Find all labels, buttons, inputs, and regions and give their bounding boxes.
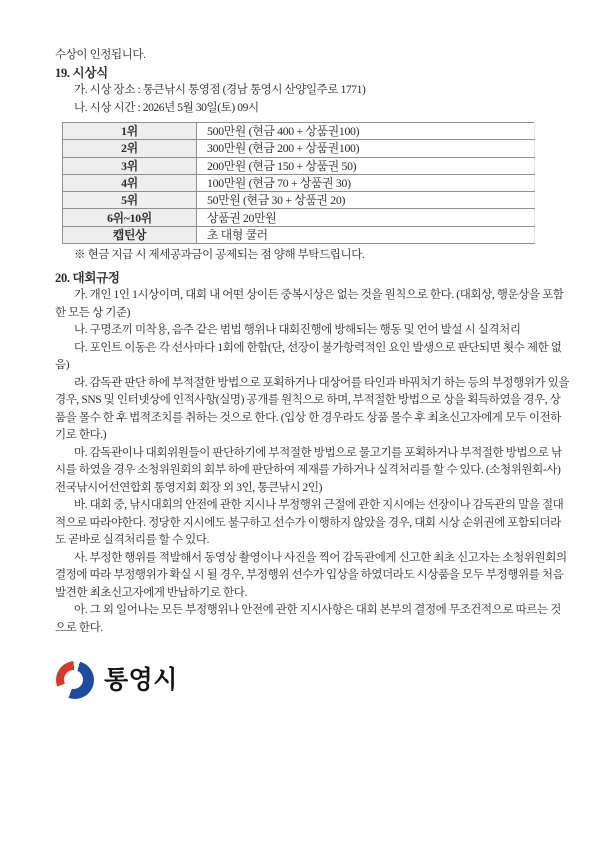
rank-cell: 4위 [63, 174, 197, 191]
rule-paragraph-ah: 아. 그 외 일어나는 모든 부정행위나 안전에 관한 지시사항은 대회 본부의 결정에 무조건적으로 따르는 것으로 한다. [55, 604, 561, 634]
table-row [63, 192, 535, 209]
tax-deduction-note: ※ 현금 지급 시 제세공과금이 공제되는 점 양해 부탁드립니다. [74, 249, 365, 262]
section-20-title: 20. 대회규정 [55, 270, 120, 285]
rule-paragraph-da: 다. 포인트 이동은 각 선사마다 1회에 한함(단, 선장이 불가항력적인 요인 발생으로 판단되면 횟수 제한 없음) [55, 341, 562, 372]
table-row [63, 157, 535, 174]
rank-cell: 3위 [63, 157, 197, 174]
rank-cell: 5위 [63, 192, 197, 209]
prize-cell: 200만원 (현금 150 + 상품권 50) [197, 157, 535, 174]
tongyeong-city-logo-text: 통영시 [104, 665, 178, 694]
prize-cell: 300만원 (현금 200 + 상품권100) [197, 140, 535, 157]
section-19-title: 19. 시상식 [55, 65, 108, 80]
prize-cell: 50만원 (현금 30 + 상품권 20) [197, 192, 535, 209]
rule-paragraph-ga: 가. 개인 1인 1시상이며, 대회 내 어떤 상이든 중복시상은 없는 것을 원칙으로 한다. (대회상, 행운상을 포함한 모든 상 기준) [55, 289, 564, 319]
rule-paragraph-ba: 바. 대회 중, 낚시대회의 안전에 관한 지시나 부정행위 근절에 관한 지시에는 선장이나 감독관의 말을 절대적으로 따라야한다. 정당한 지시에도 불구하고 선수가 이행하지 않았을 경우, 대회 시상 순위권에 포함되더라도 곧바로 실격처리를 할 수 있다. [55, 499, 564, 547]
prize-cell: 100만원 (현금 70 + 상품권 30) [197, 174, 535, 191]
rule-paragraph-sa: 사. 부정한 행위를 적발해서 동영상 촬영이나 사진을 찍어 감독관에게 신고한 최초 신고자는 소청위원회의 결정에 따라 부정행위가 확실 시 될 경우, 부정행위 선수가 입상을 하였더라도 시상품을 모두 부정행위를 처음 발견한 최초신고자에게 반납하기로 한다. [55, 551, 567, 599]
table-row [63, 174, 535, 191]
prize-table [62, 122, 535, 244]
prize-cell: 초 대형 쿨러 [197, 226, 535, 243]
table-row [63, 226, 535, 243]
award-time-item: 나. 시상 시간 : 2026년 5월 30일(토) 09시 [74, 101, 259, 114]
rank-cell: 캡틴상 [63, 226, 197, 243]
rank-cell: 6위~10위 [63, 209, 197, 226]
rule-paragraph-na: 나. 구명조끼 미착용, 음주 같은 범법 행위나 대회진행에 방해되는 행동 및 언어 발설 시 실격처리 [74, 324, 521, 337]
award-place-item: 가. 시상 장소 : 통큰낚시 통영점 (경남 통영시 산양일주로 1771) [74, 84, 366, 96]
intro-text: 수상이 인정됩니다. [55, 49, 146, 61]
prize-cell: 상품권 20만원 [197, 209, 535, 226]
table-row [63, 140, 535, 157]
tongyeong-city-logo [56, 661, 570, 699]
rule-paragraph-ra: 라. 감독관 판단 하에 부적절한 방법으로 포획하거나 대상어를 타인과 바꿔치기 하는 등의 부정행위가 있을 경우, SNS 및 인터넷상에 인적사항(실명) 공개를 원칙으로 하며, 부적절한 방법으로 상을 획득하였을 경우, 상품을 몰수 한 후 법적조치를 취하는 것으로 한다. (입상 한 경우라도 상품 몰수 후 최초신고자에게 모두 이전하기로 한다.) [55, 376, 570, 442]
table-row [63, 123, 535, 140]
table-row [63, 209, 535, 226]
rank-cell: 1위 [63, 123, 197, 140]
tongyeong-city-emblem-icon [56, 661, 94, 699]
rule-paragraph-ma: 마. 감독관이나 대회위원들이 판단하기에 부적절한 방법으로 물고기를 포획하거나 부적절한 방법으로 낚시를 하였을 경우 소청위원회의 회부 하에 판단하여 제재를 가하거나 실격처리를 할 수 있다. (소청위원회-사)전국낚시어선연합회 통영지회 회장 외 3인, 통큰낚시 2인) [55, 446, 562, 494]
rank-cell: 2위 [63, 140, 197, 157]
prize-cell: 500만원 (현금 400 + 상품권100) [197, 123, 535, 140]
